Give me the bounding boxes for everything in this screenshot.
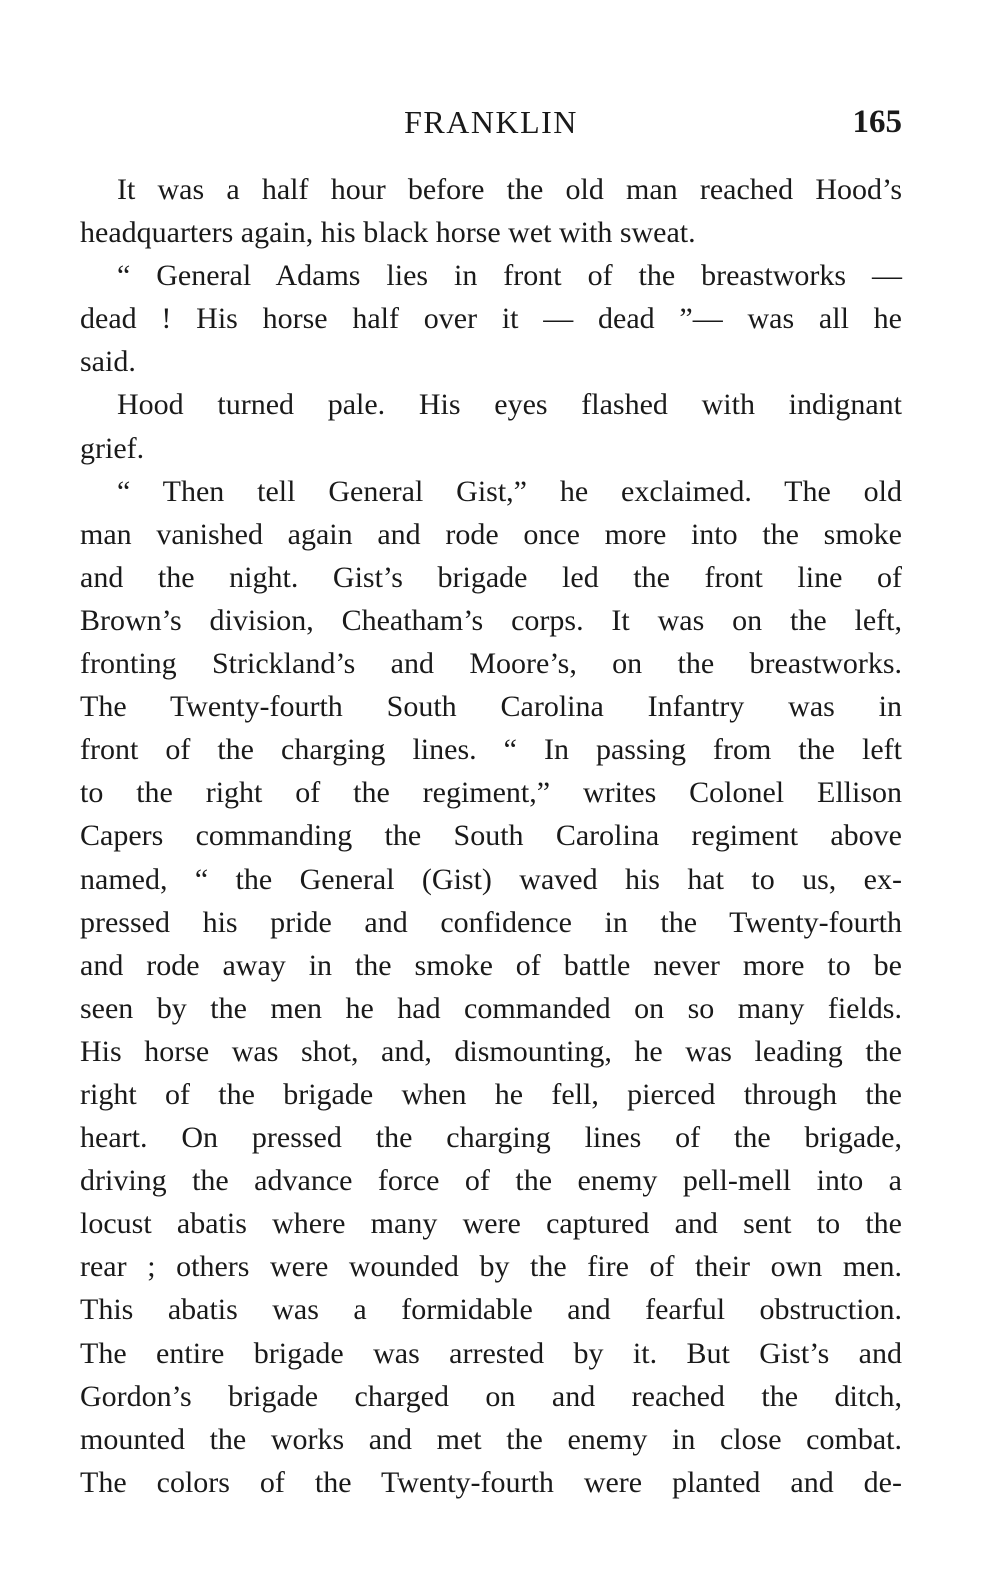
text-line: dead ! His horse half over it — dead ”— was all he [80,302,902,336]
running-title: FRANKLIN [404,104,578,140]
text-line: Brown’s division, Cheatham’s corps. It was on the left, [80,603,902,637]
text-line: fronting Strickland’s and Moore’s, on the breastworks. [80,647,902,681]
text-line: grief. [80,431,145,465]
text-line: locust abatis where many were captured and sent to the [80,1207,902,1241]
text-line: to the right of the regiment,” writes Colonel Ellison [80,776,902,810]
text-line: mounted the works and met the enemy in close combat. [80,1422,902,1456]
text-line: said. [80,345,136,379]
text-line: This abatis was a formidable and fearful obstruction. [80,1293,902,1327]
text-line: Capers commanding the South Carolina regiment above [80,819,902,853]
text-line: front of the charging lines. “ In passing from the left [80,733,902,767]
text-line: The entire brigade was arrested by it. But Gist’s and [80,1336,902,1370]
text-line: and rode away in the smoke of battle never more to be [80,948,902,982]
text-line: His horse was shot, and, dismounting, he was leading the [80,1034,902,1068]
text-line: pressed his pride and confidence in the Twenty-fourth [80,905,902,939]
text-line: seen by the men he had commanded on so many fields. [80,991,902,1025]
body-text [80,168,902,1504]
text-line: right of the brigade when he fell, pierced through the [80,1077,902,1111]
text-line: “ General Adams lies in front of the breastworks — [117,259,902,293]
text-line: Hood turned pale. His eyes flashed with indignant [117,388,902,422]
text-line: named, “ the General (Gist) waved his hat to us, ex- [80,862,902,896]
page-number: 165 [852,104,902,140]
text-line: “ Then tell General Gist,” he exclaimed. The old [117,474,902,508]
running-header [80,104,902,154]
text-line: driving the advance force of the enemy pell-mell into a [80,1164,902,1198]
text-line: rear ; others were wounded by the fire of their own men. [80,1250,902,1284]
text-line: The colors of the Twenty-fourth were planted and de- [80,1465,902,1499]
text-line: heart. On pressed the charging lines of the brigade, [80,1121,902,1155]
text-line: headquarters again, his black horse wet with sweat. [80,216,696,250]
text-line: Gordon’s brigade charged on and reached the ditch, [80,1379,902,1413]
text-line: man vanished again and rode once more into the smoke [80,517,902,551]
text-line: It was a half hour before the old man reached Hood’s [117,173,902,206]
text-line: The Twenty-fourth South Carolina Infantry was in [80,690,902,724]
text-line: and the night. Gist’s brigade led the front line of [80,560,902,594]
